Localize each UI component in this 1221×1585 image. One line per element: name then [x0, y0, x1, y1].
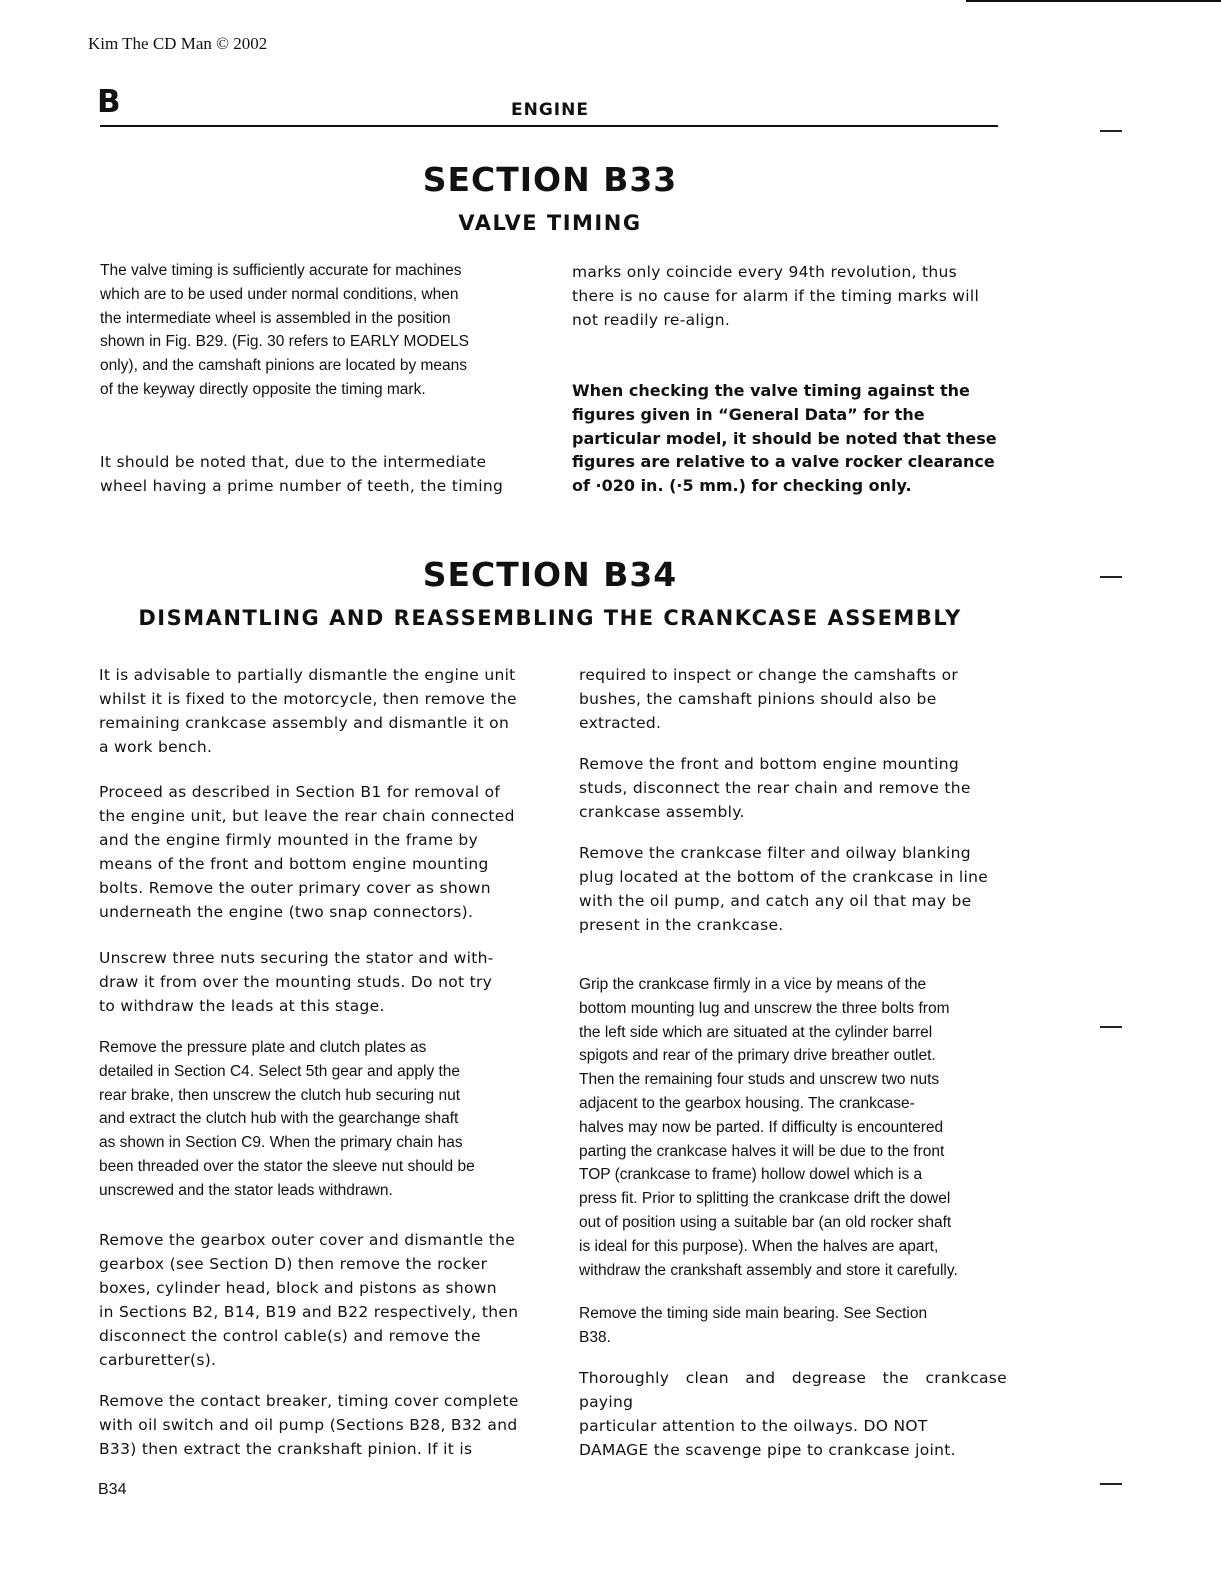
b34-paragraph: Remove the contact breaker, timing cover complete with oil switch and oil pump (Sections B28, B32 and B33) then extract the crankshaft pinion. If it is: [99, 1392, 519, 1458]
top-edge-rule: [966, 0, 1221, 2]
margin-mark: [1100, 1483, 1122, 1485]
b33-paragraph: The valve timing is sufficiently accurate for machines which are to be used under normal conditions, when the intermediate wheel is assembled in the position shown in Fig. B29. (Fig. 30 refers to EARLY MODELS only), and the camshaft pinions are located by means of the keyway directly opposite the timing mark.: [100, 262, 469, 398]
margin-mark: [1100, 130, 1122, 132]
margin-mark: [1100, 576, 1122, 578]
section-letter: B: [97, 84, 121, 120]
b34-paragraph: Remove the gearbox outer cover and dismantle the gearbox (see Section D) then remove the rocker boxes, cylinder head, block and pistons as shown in Sections B2, B14, B19 and B22 respectively, then disconnect the control cable(s) and remove the carburetter(s).: [99, 1231, 519, 1369]
b34-paragraph: Unscrew three nuts securing the stator and with- draw it from over the mounting studs. Do not try to withdraw the leads at this stage.: [99, 949, 494, 1015]
chapter-title: ENGINE: [511, 100, 589, 120]
b33-paragraph: It should be noted that, due to the intermediate wheel having a prime number of teeth, the timing: [100, 453, 504, 495]
b34-paragraph: Proceed as described in Section B1 for removal of the engine unit, but leave the rear chain connected and the engine firmly mounted in the frame by means of the front and bottom engine mounting bolts. Remove the outer primary cover as shown underneath the engine (two snap connectors).: [99, 783, 515, 921]
b34-paragraph: Thoroughly clean and degrease the crankcase paying particular attention to the oilways. DO NOT DAMAGE the scavenge pipe to crankcase joint.: [579, 1369, 1007, 1459]
b34-paragraph: Remove the crankcase filter and oilway blanking plug located at the bottom of the crankcase in line with the oil pump, and catch any oil that may be present in the crankcase.: [579, 844, 989, 934]
b33-note-bold: When checking the valve timing against the figures given in “General Data” for the particular model, it should be noted that these figures are relative to a valve rocker clearance of ·020 in. (·5 mm.) for checking only.: [572, 381, 997, 496]
b34-paragraph: Remove the pressure plate and clutch plates as detailed in Section C4. Select 5th gear and apply the rear brake, then unscrew the clutch hub securing nut and extract the clutch hub with the gearchange shaft as shown in Section C9. When the primary chain has been threaded over the stator the sleeve nut should be unscrewed and the stator leads withdrawn.: [99, 1039, 475, 1199]
b34-paragraph: Remove the timing side main bearing. See Section B38.: [579, 1305, 928, 1346]
copyright-notice: Kim The CD Man © 2002: [88, 34, 268, 53]
b34-paragraph: Grip the crankcase firmly in a vice by means of the bottom mounting lug and unscrew the three bolts from the left side which are situated at the cylinder barrel spigots and rear of the primary drive breather outlet. Then the remaining four studs and unscrew two nuts adjacent to the gearbox housing. The crankcase- halves may now be parted. If difficulty is encountered parting the crankcase halves it will be due to the front TOP (crankcase to frame) hollow dowel which is a press fit. Prior to splitting the crankcase drift the dowel out of position using a suitable bar (an old rocker shaft is ideal for this purpose). When the halves are apart, withdraw the crankshaft assembly and store it carefully.: [579, 976, 958, 1279]
b34-paragraph: It is advisable to partially dismantle the engine unit whilst it is fixed to the motorcycle, then remove the remaining crankcase assembly and dismantle it on a work bench.: [99, 666, 517, 756]
section-b33-subtitle: VALVE TIMING: [458, 211, 642, 235]
header-rule: [100, 125, 998, 127]
page-number: B34: [98, 1481, 127, 1498]
b34-paragraph: Remove the front and bottom engine mounting studs, disconnect the rear chain and remove the crankcase assembly.: [579, 755, 971, 821]
b34-paragraph: required to inspect or change the camshafts or bushes, the camshaft pinions should also be extracted.: [579, 666, 959, 732]
section-b34-subtitle: DISMANTLING AND REASSEMBLING THE CRANKCASE ASSEMBLY: [138, 606, 962, 630]
section-b33-title: SECTION B33: [422, 160, 678, 199]
margin-mark: [1100, 1026, 1122, 1028]
b33-paragraph: marks only coincide every 94th revolution, thus there is no cause for alarm if the timing marks will not readily re-align.: [572, 263, 980, 329]
section-b34-title: SECTION B34: [422, 555, 678, 594]
